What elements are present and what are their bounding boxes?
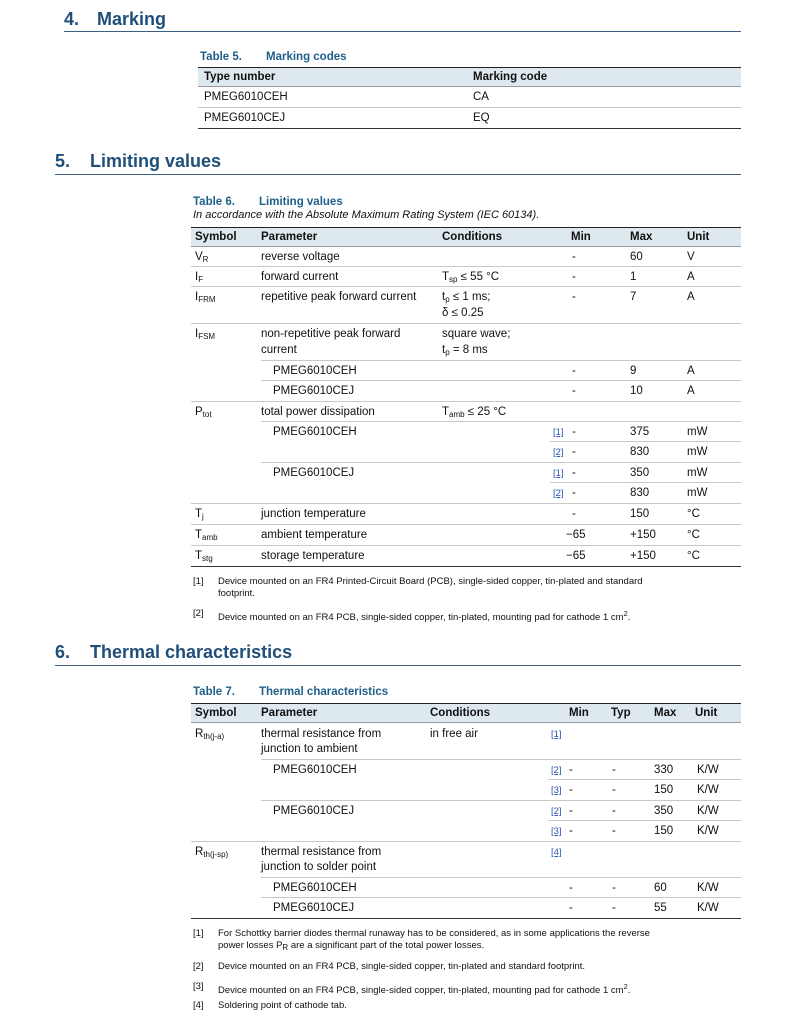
footnote: [1] Device mounted on an FR4 Printed-Circuit Board (PCB), single-sided copper, tin-plated and standard footprint. [193,576,643,599]
max-value: +150 [630,550,656,562]
row-divider [191,841,741,842]
row-divider [550,441,741,442]
typ-value: - [612,764,616,776]
parameter: junction temperature [261,508,366,520]
min-value: - [569,882,573,894]
section-heading-marking [64,8,166,30]
max-value: 330 [654,764,674,776]
max-value: 9 [630,365,637,377]
header-max: Max [654,707,677,719]
section-title: Limiting values [90,151,222,171]
table-title: Marking codes [266,51,347,63]
row-divider [261,380,741,381]
header-unit: Unit [695,707,718,719]
parameter: repetitive peak forward current [261,291,417,303]
row-divider [261,421,741,422]
unit: mW [687,446,708,458]
table-cell: PMEG6010CEH [204,91,288,103]
max-value: 10 [630,385,643,397]
header-unit: Unit [687,231,710,243]
min-value: - [569,805,573,817]
max-value: 60 [630,251,643,263]
max-value: 350 [630,467,650,479]
condition: $t_p \le 1$ ms; [442,291,491,304]
row-divider [548,820,741,821]
row-divider [198,107,741,108]
symbol-rth-ja: $R_{th(j-a)}$ [195,728,225,741]
min-value: - [572,446,576,458]
condition: δ ≤ 0.25 [442,307,484,319]
max-value: 150 [630,508,650,520]
table-cell: EQ [473,112,490,124]
device-name: PMEG6010CEH [273,764,357,776]
footnote-ref[interactable]: [2] [553,488,564,499]
header-parameter: Parameter [261,707,318,719]
footnote: [2] Device mounted on an FR4 PCB, single-sided copper, tin-plated and standard footprint. [193,961,586,972]
max-value: 1 [630,271,637,283]
min-value: - [572,365,576,377]
unit: mW [687,426,708,438]
unit: V [687,251,695,263]
condition: $T_{sp} \le 55$ °C [442,271,500,284]
header-min: Min [569,707,589,719]
min-value: - [572,251,576,263]
footnote: [3] Device mounted on an FR4 PCB, single-sided copper, tin-plated, mounting pad for cathode 1 $cm^2$. [193,981,631,996]
unit: K/W [697,902,719,914]
max-value: 150 [654,825,674,837]
row-divider [191,545,741,546]
symbol-tstg: $T_{stg}$ [195,550,213,563]
unit: A [687,365,695,377]
min-value: - [569,764,573,776]
table-cell: CA [473,91,489,103]
max-value: 350 [654,805,674,817]
symbol-tamb: $T_{amb}$ [195,529,218,542]
parameter: total power dissipation [261,406,375,418]
footnote-ref[interactable]: [3] [551,826,562,837]
section-rule [55,665,741,666]
section-number: 4. [64,9,80,29]
table5-caption [200,50,347,64]
table-bottom-rule [198,128,741,129]
row-divider [261,877,741,878]
symbol-ptot: $P_{tot}$ [195,406,212,419]
parameter: reverse voltage [261,251,340,263]
header-typ: Typ [611,707,631,719]
table-title: Limiting values [259,196,343,208]
typ-value: - [612,825,616,837]
condition: $t_p = 8$ ms [442,344,488,357]
section-heading-limiting-values [55,150,221,172]
row-divider [191,401,741,402]
unit: K/W [697,882,719,894]
row-divider [261,800,741,801]
min-value: - [572,385,576,397]
row-divider [261,462,741,463]
max-value: 7 [630,291,637,303]
max-value: 60 [654,882,667,894]
footnote-ref[interactable]: [1] [553,427,564,438]
header-conditions: Conditions [442,231,503,243]
min-value: - [572,467,576,479]
table-label: Table 7. [193,686,235,698]
unit: A [687,271,695,283]
table-cell: PMEG6010CEJ [204,112,286,124]
footnote-ref[interactable]: [2] [551,765,562,776]
condition: in free air [430,728,478,740]
max-value: 375 [630,426,650,438]
row-divider [261,360,741,361]
min-value: - [569,784,573,796]
max-value: 55 [654,902,667,914]
row-divider [261,897,741,898]
unit: K/W [697,784,719,796]
unit: K/W [697,805,719,817]
device-name: PMEG6010CEJ [273,385,355,397]
header-max: Max [630,231,653,243]
parameter: storage temperature [261,550,365,562]
row-divider [548,779,741,780]
max-value: 830 [630,487,650,499]
parameter: forward current [261,271,339,283]
footnote-ref[interactable]: [2] [551,806,562,817]
device-name: PMEG6010CEJ [273,805,355,817]
table5-header [198,67,741,87]
footnote-ref[interactable]: [4] [551,847,562,858]
header-min: Min [571,231,591,243]
symbol-if: $I_F$ [195,271,204,284]
parameter: thermal resistance from [261,728,382,740]
section-title: Marking [97,9,167,29]
row-divider [550,482,741,483]
min-value: - [569,902,573,914]
symbol-ifrm: $I_{FRM}$ [195,291,216,304]
parameter: junction to solder point [261,861,377,873]
parameter: junction to ambient [261,743,358,755]
section-number: 6. [55,642,71,662]
unit: °C [687,529,700,541]
parameter: ambient temperature [261,529,368,541]
unit: A [687,291,695,303]
footnote: [1] For Schottky barrier diodes thermal runaway has to be considered, as in some applications the reverse power losses $P_R$ are a significant part of the total power losses. [193,928,650,952]
section-rule [64,31,741,32]
symbol-vr: $V_R$ [195,251,209,264]
table7-caption [193,685,388,699]
symbol-rth-jsp: $R_{th(j-sp)}$ [195,846,229,859]
device-name: PMEG6010CEH [273,365,357,377]
header-parameter: Parameter [261,231,318,243]
symbol-tj: $T_j$ [195,508,204,521]
row-divider [191,503,741,504]
typ-value: - [612,882,616,894]
row-divider [191,323,741,324]
condition: $T_{amb} \le 25$ °C [442,406,507,419]
min-value: - [572,271,576,283]
device-name: PMEG6010CEJ [273,902,355,914]
unit: mW [687,487,708,499]
row-divider [191,266,741,267]
footnote-ref[interactable]: [2] [553,447,564,458]
table-bottom-rule [191,918,741,919]
unit: °C [687,508,700,520]
table-title: Thermal characteristics [259,686,389,698]
header-type-number: Type number [204,71,276,83]
header-symbol: Symbol [195,707,237,719]
section-title: Thermal characteristics [90,642,293,662]
footnote-ref[interactable]: [1] [553,468,564,479]
footnote: [2] Device mounted on an FR4 PCB, single-sided copper, tin-plated, mounting pad for cathode 1 $cm^2$. [193,608,631,623]
footnote: [4] Soldering point of cathode tab. [193,1000,347,1011]
row-divider [261,759,741,760]
header-symbol: Symbol [195,231,237,243]
header-conditions: Conditions [430,707,491,719]
table6-caption [193,195,343,209]
min-value: - [572,291,576,303]
typ-value: - [612,902,616,914]
unit: mW [687,467,708,479]
header-marking-code: Marking code [473,71,548,83]
max-value: 830 [630,446,650,458]
unit: °C [687,550,700,562]
device-name: PMEG6010CEH [273,426,357,438]
table6-subtitle: In accordance with the Absolute Maximum Rating System (IEC 60134). [193,209,540,221]
min-value: - [572,508,576,520]
max-value: +150 [630,529,656,541]
unit: K/W [697,825,719,837]
min-value: - [572,426,576,438]
typ-value: - [612,805,616,817]
section-number: 5. [55,151,71,171]
table-bottom-rule [191,566,741,567]
device-name: PMEG6010CEJ [273,467,355,479]
row-divider [191,286,741,287]
table-label: Table 6. [193,196,235,208]
max-value: 150 [654,784,674,796]
min-value: −65 [566,529,586,541]
section-rule [55,174,741,175]
min-value: - [569,825,573,837]
min-value: −65 [566,550,586,562]
parameter: non-repetitive peak forward [261,328,401,340]
unit: K/W [697,764,719,776]
parameter: current [261,344,297,356]
device-name: PMEG6010CEH [273,882,357,894]
min-value: - [572,487,576,499]
footnote-ref[interactable]: [1] [551,729,562,740]
typ-value: - [612,784,616,796]
table-label: Table 5. [200,51,242,63]
symbol-ifsm: $I_{FSM}$ [195,328,216,341]
parameter: thermal resistance from [261,846,382,858]
row-divider [191,524,741,525]
section-heading-thermal [55,641,292,663]
footnote-ref[interactable]: [3] [551,785,562,796]
condition: square wave; [442,328,511,340]
unit: A [687,385,695,397]
